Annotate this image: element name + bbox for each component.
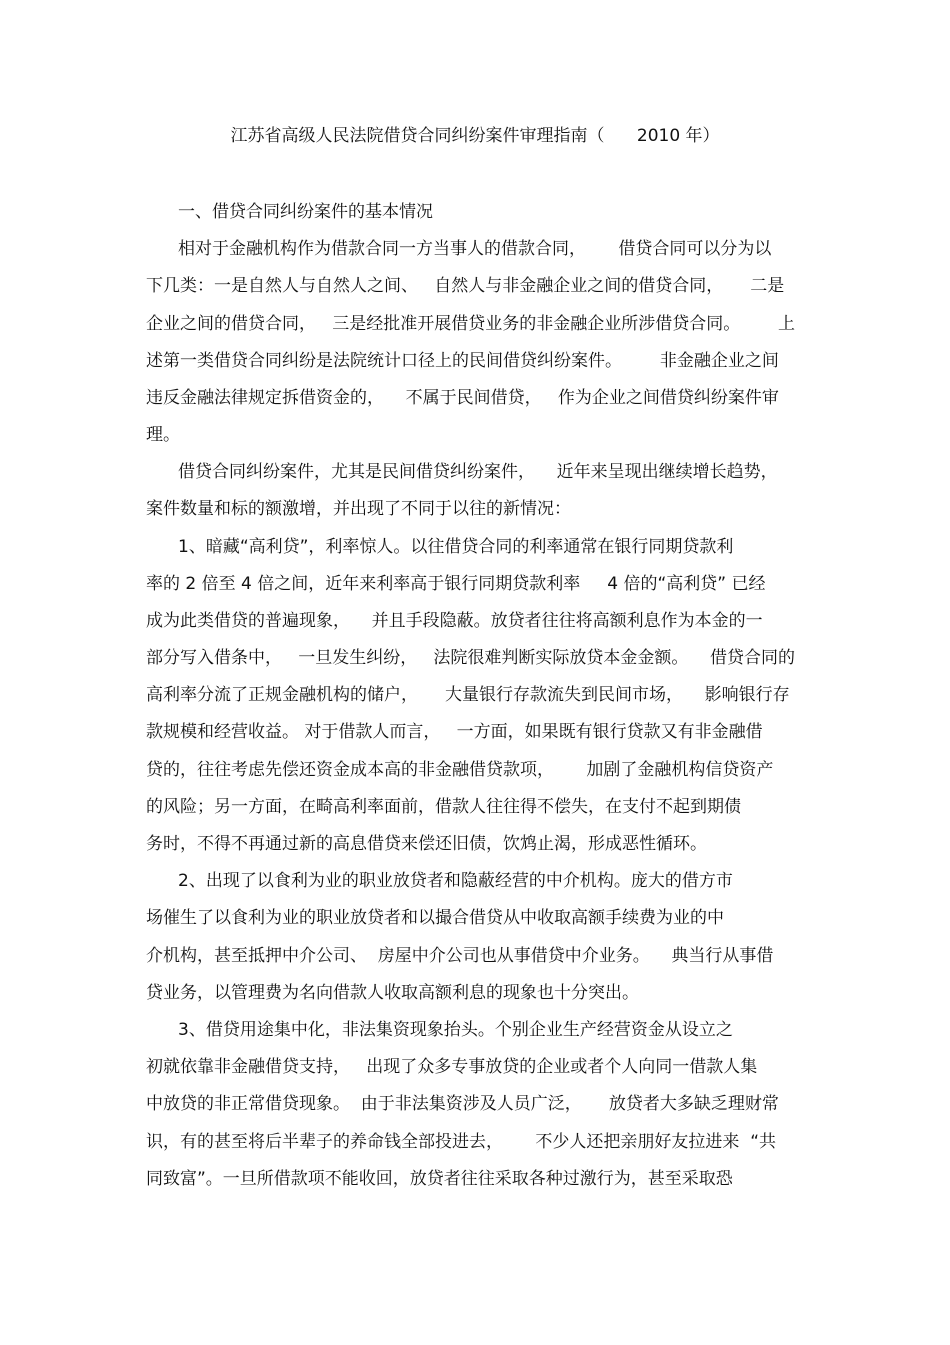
text-line: 款规模和经营收益。 对于借款人而言， 一方面，如果既有银行贷款又有非金融借 <box>146 722 763 742</box>
text-line: 成为此类借贷的普遍现象， 并且手段隐蔽。放贷者往往将高额利息作为本金的一 <box>146 611 763 631</box>
text-line: 企业之间的借贷合同， 三是经批准开展借贷业务的非金融企业所涉借贷合同。 上 <box>146 314 796 334</box>
text-line: 2、出现了以食利为业的职业放贷者和隐蔽经营的中介机构。庞大的借方市 <box>178 871 733 891</box>
text-line: 述第一类借贷合同纠纷是法院统计口径上的民间借贷纠纷案件。 非金融企业之间 <box>146 351 779 371</box>
text-line: 相对于金融机构作为借款合同一方当事人的借款合同， 借贷合同可以分为以 <box>178 239 772 259</box>
text-line: 率的 2 倍至 4 倍之间，近年来利率高于银行同期贷款利率 4 倍的“高利贷” 已经 <box>146 574 766 594</box>
text-line: 高利率分流了正规金融机构的储户， 大量银行存款流失到民间市场， 影响银行存 <box>146 685 790 705</box>
text-line: 3、借贷用途集中化，非法集资现象抬头。个别企业生产经营资金从设立之 <box>178 1020 733 1040</box>
text-line: 识，有的甚至将后半辈子的养命钱全部投进去， 不少人还把亲朋好友拉进来 “共 <box>146 1132 777 1152</box>
text-line: 1、暗藏“高利贷”，利率惊人。以往借贷合同的利率通常在银行同期贷款利 <box>178 537 734 557</box>
text-line: 借贷合同纠纷案件，尤其是民间借贷纠纷案件， 近年来呈现出继续增长趋势， <box>178 462 778 482</box>
text-line: 初就依靠非金融借贷支持， 出现了众多专事放贷的企业或者个人向同一借款人集 <box>146 1057 758 1077</box>
document-title: 江苏省高级人民法院借贷合同纠纷案件审理指南（ 2010 年） <box>230 126 720 146</box>
text-line: 下几类：一是自然人与自然人之间、 自然人与非金融企业之间的借贷合同， 二是 <box>146 276 785 296</box>
text-line: 案件数量和标的额激增，并出现了不同于以往的新情况： <box>146 499 571 519</box>
text-line: 理。 <box>146 425 180 445</box>
text-line: 同致富”。一旦所借款项不能收回，放贷者往往采取各种过激行为，甚至采取恐 <box>146 1169 733 1189</box>
text-line: 贷的，往往考虑先偿还资金成本高的非金融借贷款项， 加剧了金融机构信贷资产 <box>146 760 774 780</box>
text-line: 介机构，甚至抵押中介公司、 房屋中介公司也从事借贷中介业务。 典当行从事借 <box>146 946 774 966</box>
text-line: 务时，不得不再通过新的高息借贷来偿还旧债，饮鸩止渴，形成恶性循环。 <box>146 834 707 854</box>
text-line: 的风险；另一方面，在畸高利率面前，借款人往往得不偿失，在支付不起到期债 <box>146 797 741 817</box>
section-heading: 一、借贷合同纠纷案件的基本情况 <box>178 202 433 222</box>
text-line: 中放贷的非正常借贷现象。 由于非法集资涉及人员广泛， 放贷者大多缺乏理财常 <box>146 1094 779 1114</box>
text-line: 部分写入借条中， 一旦发生纠纷， 法院很难判断实际放贷本金金额。 借贷合同的 <box>146 648 796 668</box>
text-line: 违反金融法律规定拆借资金的， 不属于民间借贷， 作为企业之间借贷纠纷案件审 <box>146 388 779 408</box>
text-line: 场催生了以食利为业的职业放贷者和以撮合借贷从中收取高额手续费为业的中 <box>146 908 724 928</box>
text-line: 贷业务，以管理费为名向借款人收取高额利息的现象也十分突出。 <box>146 983 639 1003</box>
